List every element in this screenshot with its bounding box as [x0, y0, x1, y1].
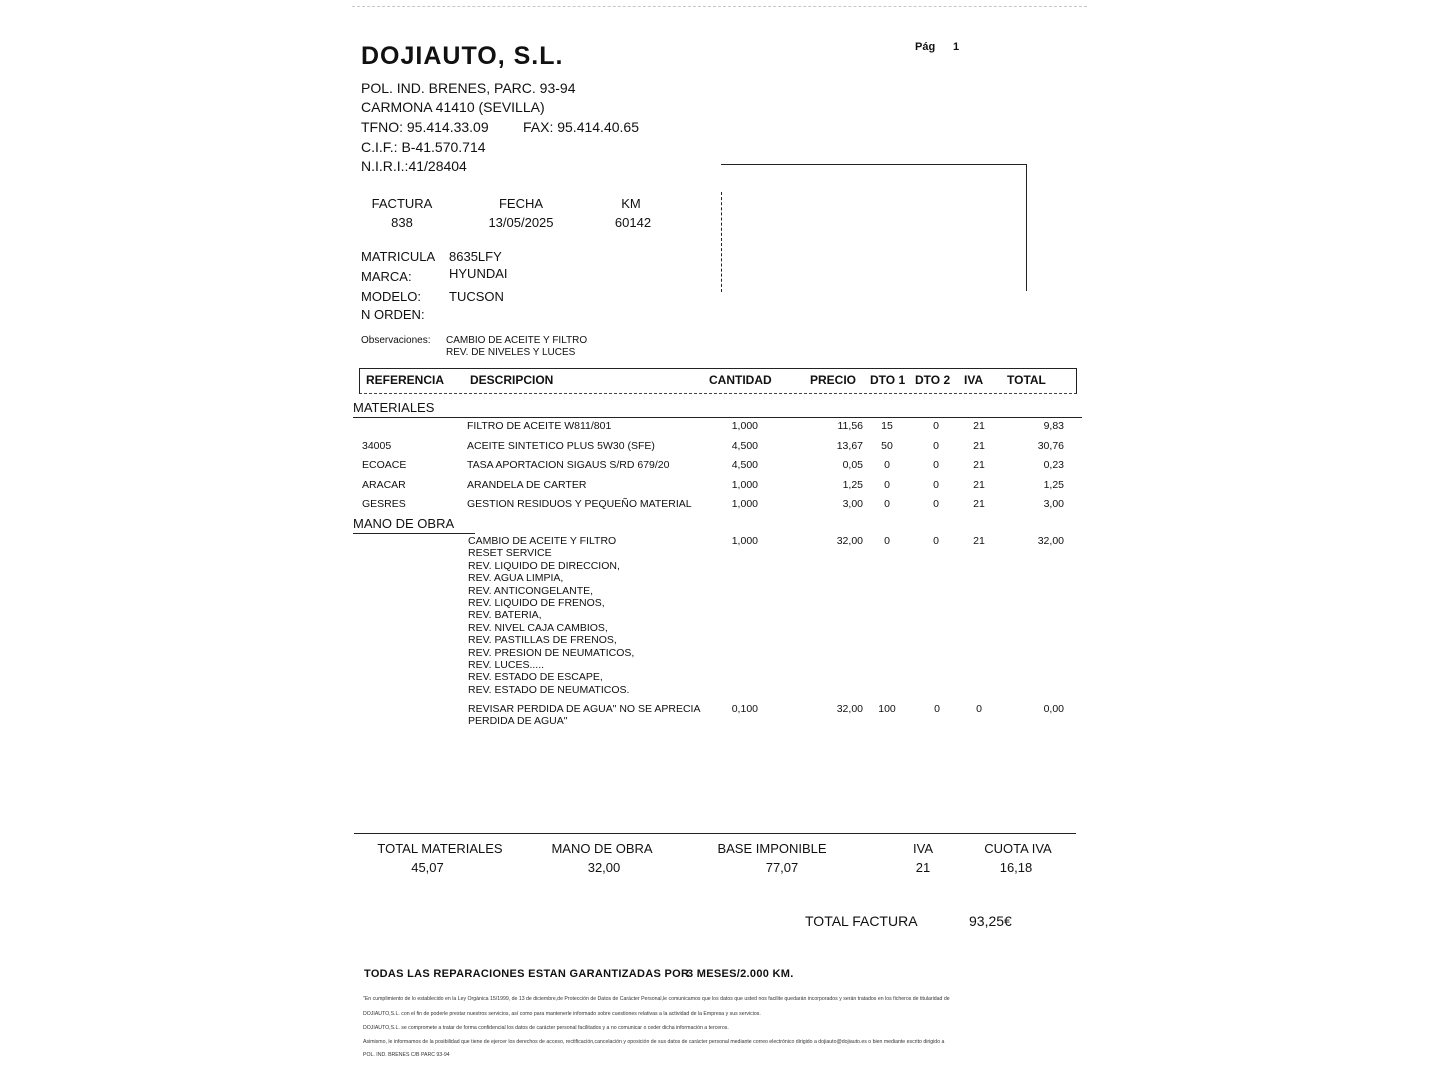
total-materials-value: 45,07 — [411, 860, 444, 875]
material-4-vat: 21 — [973, 479, 985, 491]
material-5-dto2: 0 — [933, 498, 939, 510]
material-4-dto1: 0 — [884, 479, 890, 491]
material-1-qty: 1,000 — [731, 420, 758, 432]
material-5-qty: 1,000 — [731, 498, 758, 510]
section-materials-divider — [353, 417, 1082, 418]
labor-1-total: 32,00 — [1037, 535, 1064, 547]
labor-2-vat: 0 — [976, 703, 982, 715]
col-header-discount-1: DTO 1 — [870, 373, 906, 387]
company-address-line-1: POL. IND. BRENES, PARC. 93-94 — [361, 80, 576, 96]
totals-divider — [354, 833, 1076, 834]
material-2-desc: ACEITE SINTETICO PLUS 5W30 (SFE) — [467, 440, 655, 452]
labor-2-desc: REVISAR PERDIDA DE AGUA" NO SE APRECIA PERDIDA DE AGUA" — [468, 703, 701, 728]
material-1-dto2: 0 — [933, 420, 939, 432]
col-header-total: TOTAL — [1007, 373, 1046, 387]
material-2-qty: 4,500 — [731, 440, 758, 452]
labor-1-desc: CAMBIO DE ACEITE Y FILTRO RESET SERVICE REV. LIQUIDO DE DIRECCION, REV. AGUA LIMPIA, REV. ANTICONGELANTE, REV. LIQUIDO DE FRENOS, REV. BATERIA, REV. NIVEL CAJA CAMBIOS, REV. PASTILLAS DE FRENOS, REV. PRESION DE NEUMATICOS, REV. LUCES..... REV. ESTADO DE ESCAPE, REV. ESTADO DE NEUMATICOS. — [468, 535, 635, 696]
material-4-price: 1,25 — [842, 479, 863, 491]
material-4-total: 1,25 — [1043, 479, 1064, 491]
scan-artifact-line — [352, 6, 1087, 7]
km-label: KM — [621, 196, 641, 211]
invoice-number: 838 — [391, 215, 413, 230]
vat-amount-value: 16,18 — [999, 860, 1033, 875]
order-label: N ORDEN: — [361, 307, 425, 322]
plate-label: MATRICULA — [361, 249, 436, 264]
legal-line-2: DOJIAUTO,S.L. con el fin de poderle prestar nuestros servicios, así como para mantenerle informado sobre cuestiones relativas a la actividad de la Empresa y sus servicios. — [363, 1011, 761, 1017]
material-2-price: 13,67 — [836, 440, 863, 452]
model-label: MODELO: — [361, 289, 421, 304]
labor-2-qty: 0,100 — [731, 703, 758, 715]
material-5-ref: GESRES — [362, 498, 406, 510]
total-labor-value: 32,00 — [587, 860, 621, 875]
material-5-dto1: 0 — [884, 498, 890, 510]
section-labor-divider — [353, 533, 475, 534]
company-cif: C.I.F.: B-41.570.714 — [361, 139, 486, 155]
customer-address-box — [721, 164, 1027, 291]
labor-1-vat: 21 — [973, 535, 985, 547]
material-4-qty: 1,000 — [731, 479, 758, 491]
brand-label: MARCA: — [361, 269, 412, 284]
material-1-dto1: 15 — [881, 420, 893, 432]
warranty-period: 3 MESES/2.000 KM. — [687, 968, 794, 980]
legal-line-4: Asimismo, le informamos de la posibilidad que tiene de ejercer los derechos de acceso, rectificación,cancelación y oposición de sus datos de carácter personal mediante correo electrónico dirigido a dojiauto@dojiauto.es o bien mediante escrito dirigido a — [363, 1039, 945, 1045]
page-label: Pág — [915, 41, 936, 53]
page-number: 1 — [953, 41, 960, 53]
material-3-qty: 4,500 — [731, 459, 758, 471]
material-2-dto1: 50 — [881, 440, 893, 452]
material-5-price: 3,00 — [842, 498, 863, 510]
labor-2-price: 32,00 — [836, 703, 863, 715]
material-3-dto2: 0 — [933, 459, 939, 471]
company-niri: N.I.R.I.:41/28404 — [361, 158, 467, 174]
company-address-line-2: CARMONA 41410 (SEVILLA) — [361, 99, 545, 115]
tax-base-value: 77,07 — [765, 860, 799, 875]
vat-amount-label: CUOTA IVA — [984, 841, 1052, 856]
labor-2-total: 0,00 — [1043, 703, 1064, 715]
plate-value: 8635LFY — [449, 249, 502, 264]
col-header-vat: IVA — [964, 373, 984, 387]
material-1-desc: FILTRO DE ACEITE W811/801 — [467, 420, 612, 432]
vat-rate-value: 21 — [915, 860, 931, 875]
legal-line-5: POL. IND. BRENES C/B PARC 93-94 — [363, 1052, 450, 1058]
material-4-dto2: 0 — [933, 479, 939, 491]
material-4-ref: ARACAR — [362, 479, 406, 491]
section-materials-label: MATERIALES — [353, 400, 435, 415]
material-4-desc: ARANDELA DE CARTER — [467, 479, 587, 491]
col-header-price: PRECIO — [810, 373, 857, 387]
total-labor-label: MANO DE OBRA — [551, 841, 653, 856]
labor-1-dto2: 0 — [933, 535, 939, 547]
material-5-total: 3,00 — [1043, 498, 1064, 510]
invoice-total-value: 93,25€ — [969, 913, 1012, 929]
material-1-vat: 21 — [973, 420, 985, 432]
brand-value: HYUNDAI — [449, 266, 508, 281]
material-3-ref: ECOACE — [362, 459, 407, 471]
col-header-discount-2: DTO 2 — [915, 373, 951, 387]
material-3-desc: TASA APORTACION SIGAUS S/RD 679/20 — [467, 459, 670, 471]
invoice-number-label: FACTURA — [371, 196, 433, 211]
material-3-vat: 21 — [973, 459, 985, 471]
material-1-total: 9,83 — [1043, 420, 1064, 432]
labor-1-qty: 1,000 — [731, 535, 758, 547]
labor-1-price: 32,00 — [836, 535, 863, 547]
tax-base-label: BASE IMPONIBLE — [717, 841, 827, 856]
company-phone: TFNO: 95.414.33.09 — [361, 119, 489, 135]
material-2-ref: 34005 — [362, 440, 392, 452]
section-labor-label: MANO DE OBRA — [353, 516, 455, 531]
col-header-reference: REFERENCIA — [366, 373, 445, 387]
col-header-quantity: CANTIDAD — [709, 373, 772, 387]
material-2-dto2: 0 — [933, 440, 939, 452]
material-3-total: 0,23 — [1043, 459, 1064, 471]
model-value: TUCSON — [449, 289, 504, 304]
material-2-vat: 21 — [973, 440, 985, 452]
km-value: 60142 — [614, 215, 652, 230]
observations-line-1: CAMBIO DE ACEITE Y FILTRO — [446, 335, 588, 346]
observations-label: Observaciones: — [361, 335, 431, 346]
observations-line-2: REV. DE NIVELES Y LUCES — [446, 347, 576, 358]
total-materials-label: TOTAL MATERIALES — [377, 841, 503, 856]
legal-line-3: DOJIAUTO,S.L. se compromete a tratar de forma confidencial los datos de carácter personal facilitados y a no comunicar o ceder dicha información a terceros. — [363, 1025, 729, 1031]
material-2-total: 30,76 — [1037, 440, 1064, 452]
customer-address-box-left-edge — [721, 192, 722, 292]
invoice-date-label: FECHA — [498, 196, 544, 211]
col-header-description: DESCRIPCION — [470, 373, 554, 387]
material-3-dto1: 0 — [884, 459, 890, 471]
company-fax: FAX: 95.414.40.65 — [523, 119, 639, 135]
legal-line-1: "En cumplimiento de lo establecido en la Ley Orgánica 15/1999, de 13 de diciembre,de Protección de Datos de Carácter Personal,le comunicamos que los datos que usted nos facilite quedarán incorporados y serán tratados en los ficheros de titularidad de — [363, 996, 950, 1002]
labor-1-dto1: 0 — [884, 535, 890, 547]
company-name: DOJIAUTO, S.L. — [361, 42, 564, 70]
labor-2-dto1: 100 — [878, 703, 896, 715]
warranty-text: TODAS LAS REPARACIONES ESTAN GARANTIZADAS POR — [364, 968, 690, 980]
material-3-price: 0,05 — [842, 459, 863, 471]
material-1-price: 11,56 — [837, 420, 863, 432]
labor-2-dto2: 0 — [934, 703, 940, 715]
invoice-total-label: TOTAL FACTURA — [805, 913, 918, 929]
invoice-date: 13/05/2025 — [488, 215, 554, 230]
material-5-desc: GESTION RESIDUOS Y PEQUEÑO MATERIAL — [467, 498, 692, 510]
vat-rate-label: IVA — [913, 841, 933, 856]
material-5-vat: 21 — [973, 498, 985, 510]
